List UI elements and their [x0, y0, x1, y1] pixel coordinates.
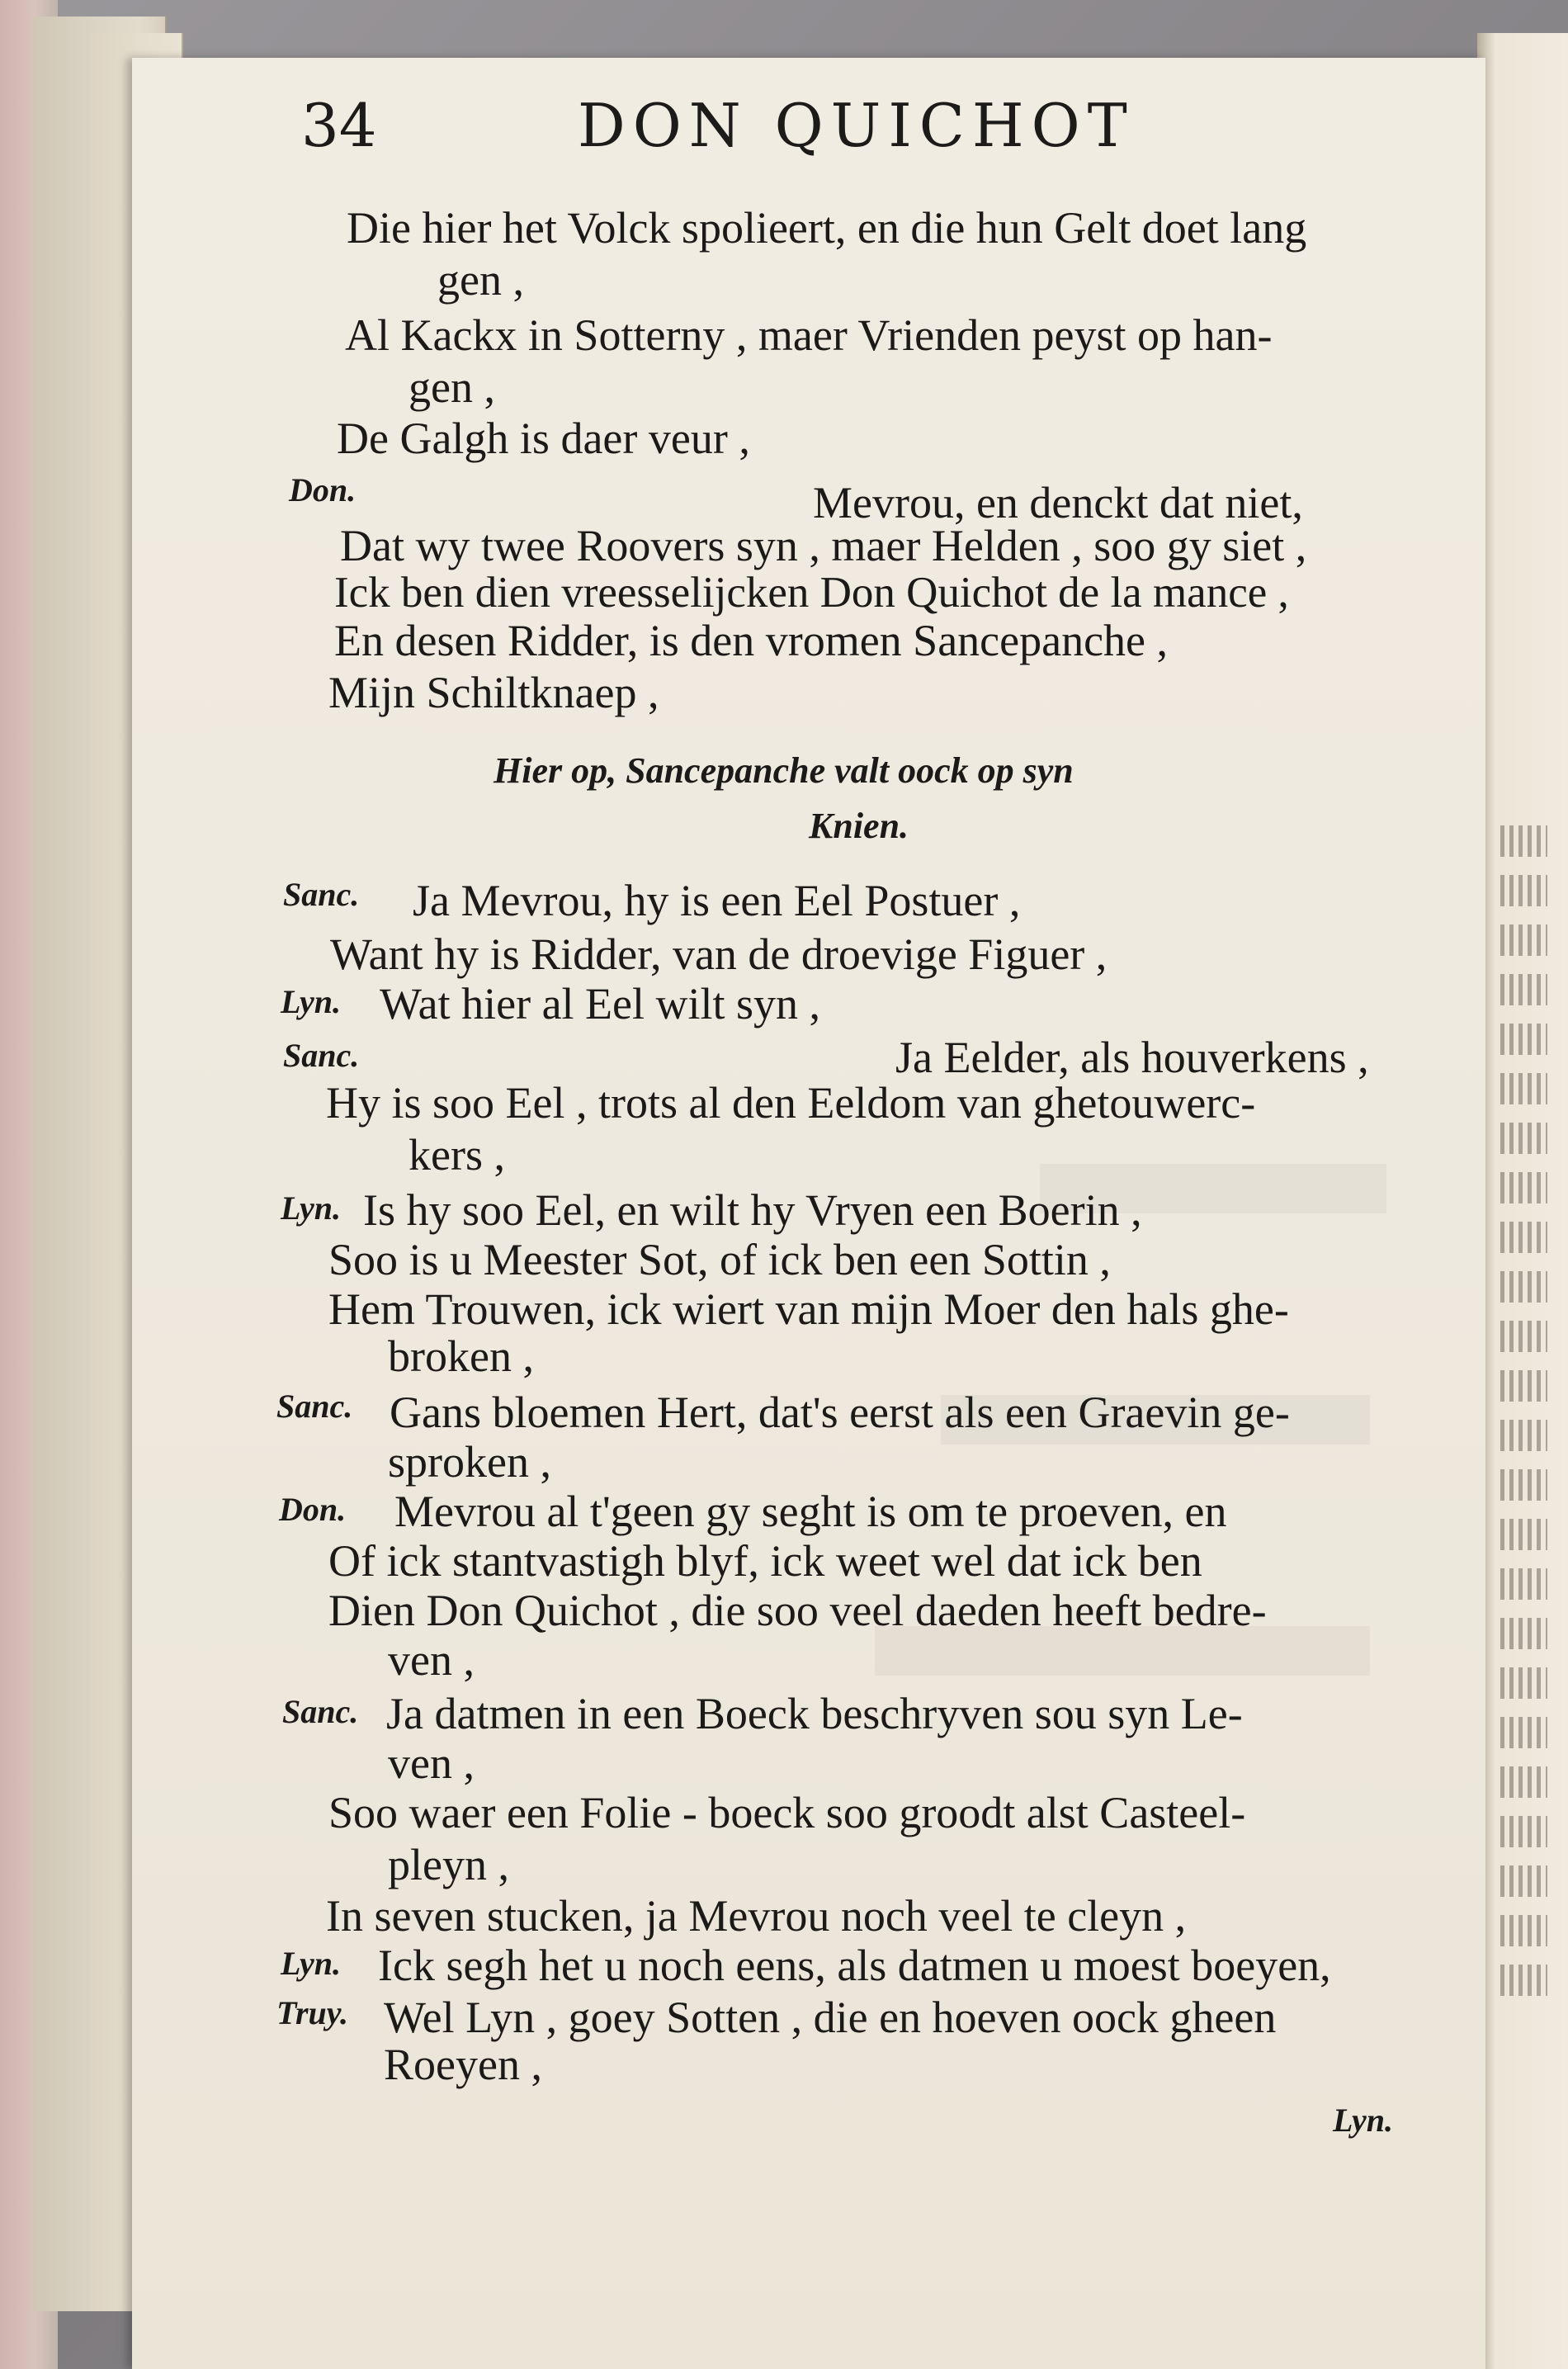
verse-line: Ja Eelder, als houverkens ,	[895, 1033, 1369, 1082]
verse-line: Ick segh het u noch eens, als datmen u moest boeyen,	[378, 1941, 1331, 1990]
verse-line: Mevrou al t'geen gy seght is om te proeven, en	[394, 1487, 1227, 1536]
speaker-label: Don.	[279, 1491, 347, 1528]
verse-line: Soo waer een Folie - boeck soo groodt alst Casteel-	[328, 1788, 1246, 1837]
verse-line: Die hier het Volck spolieert, en die hun Gelt doet lang	[347, 203, 1307, 253]
verse-line: De Galgh is daer veur ,	[337, 414, 750, 463]
verse-line: Dat wy twee Roovers syn , maer Helden , soo gy siet ,	[340, 521, 1307, 570]
verse-line: Mijn Schiltknaep ,	[328, 668, 659, 717]
page-number: 34	[301, 91, 377, 160]
verse-line: Want hy is Ridder, van de droevige Figuer ,	[330, 929, 1108, 979]
stage-direction: Hier op, Sancepanche valt oock op syn	[494, 750, 1074, 791]
verse-line: Hy is soo Eel , trots al den Eeldom van ghetouwerc-	[326, 1078, 1256, 1128]
verse-line: pleyn ,	[388, 1840, 509, 1889]
verse-line: En desen Ridder, is den vromen Sancepanche ,	[334, 616, 1169, 665]
catchword: Lyn.	[1333, 2102, 1393, 2139]
verse-line: Wat hier al Eel wilt syn ,	[380, 979, 821, 1028]
speaker-label: Lyn.	[281, 1189, 341, 1227]
verse-line: Hem Trouwen, ick wiert van mijn Moer den hals ghe-	[328, 1284, 1289, 1334]
speaker-label: Sanc.	[282, 1693, 359, 1730]
verse-line: ven ,	[388, 1635, 475, 1685]
verse-line: Of ick stantvastigh blyf, ick weet wel dat ick ben	[328, 1536, 1202, 1586]
verse-line: sproken ,	[388, 1437, 551, 1487]
stage-direction: Knien.	[809, 806, 909, 846]
verse-line: Gans bloemen Hert, dat's eerst als een Graevin ge-	[390, 1388, 1290, 1437]
verse-line: Is hy soo Eel, en wilt hy Vryen een Boerin ,	[363, 1185, 1142, 1235]
verse-line: Al Kackx in Sotterny , maer Vrienden peyst op han-	[345, 310, 1273, 360]
facing-page-text-fragments	[1500, 825, 1568, 2064]
verse-line: broken ,	[388, 1331, 534, 1381]
verse-line: gen ,	[409, 362, 495, 412]
running-title: DON QUICHOT	[578, 91, 1135, 160]
speaker-label: Lyn.	[281, 983, 341, 1020]
verse-line: ven ,	[388, 1738, 475, 1788]
verse-line: Dien Don Quichot , die soo veel daeden heeft bedre-	[328, 1586, 1267, 1635]
verse-line: Ja Mevrou, hy is een Eel Postuer ,	[413, 876, 1021, 925]
verse-line: In seven stucken, ja Mevrou noch veel te cleyn ,	[326, 1891, 1187, 1941]
verse-line: Mevrou, en denckt dat niet,	[813, 478, 1303, 527]
verse-line: gen ,	[437, 255, 524, 305]
speaker-label: Sanc.	[283, 1037, 360, 1074]
speaker-label: Sanc.	[283, 876, 360, 913]
verse-line: kers ,	[409, 1130, 505, 1180]
verse-line: Ick ben dien vreesselijcken Don Quichot de la mance ,	[334, 569, 1289, 617]
speaker-label: Sanc.	[276, 1388, 353, 1425]
verse-line: Ja datmen in een Boeck beschryven sou syn Le-	[386, 1689, 1243, 1738]
speaker-label: Don.	[289, 471, 357, 508]
speaker-label: Lyn.	[281, 1945, 341, 1982]
verse-line: Soo is u Meester Sot, of ick ben een Sottin ,	[328, 1235, 1111, 1284]
speaker-label: Truy.	[276, 1994, 349, 2031]
verse-line: Roeyen ,	[384, 2040, 542, 2089]
verse-line: Wel Lyn , goey Sotten , die en hoeven oock gheen	[384, 1993, 1277, 2042]
